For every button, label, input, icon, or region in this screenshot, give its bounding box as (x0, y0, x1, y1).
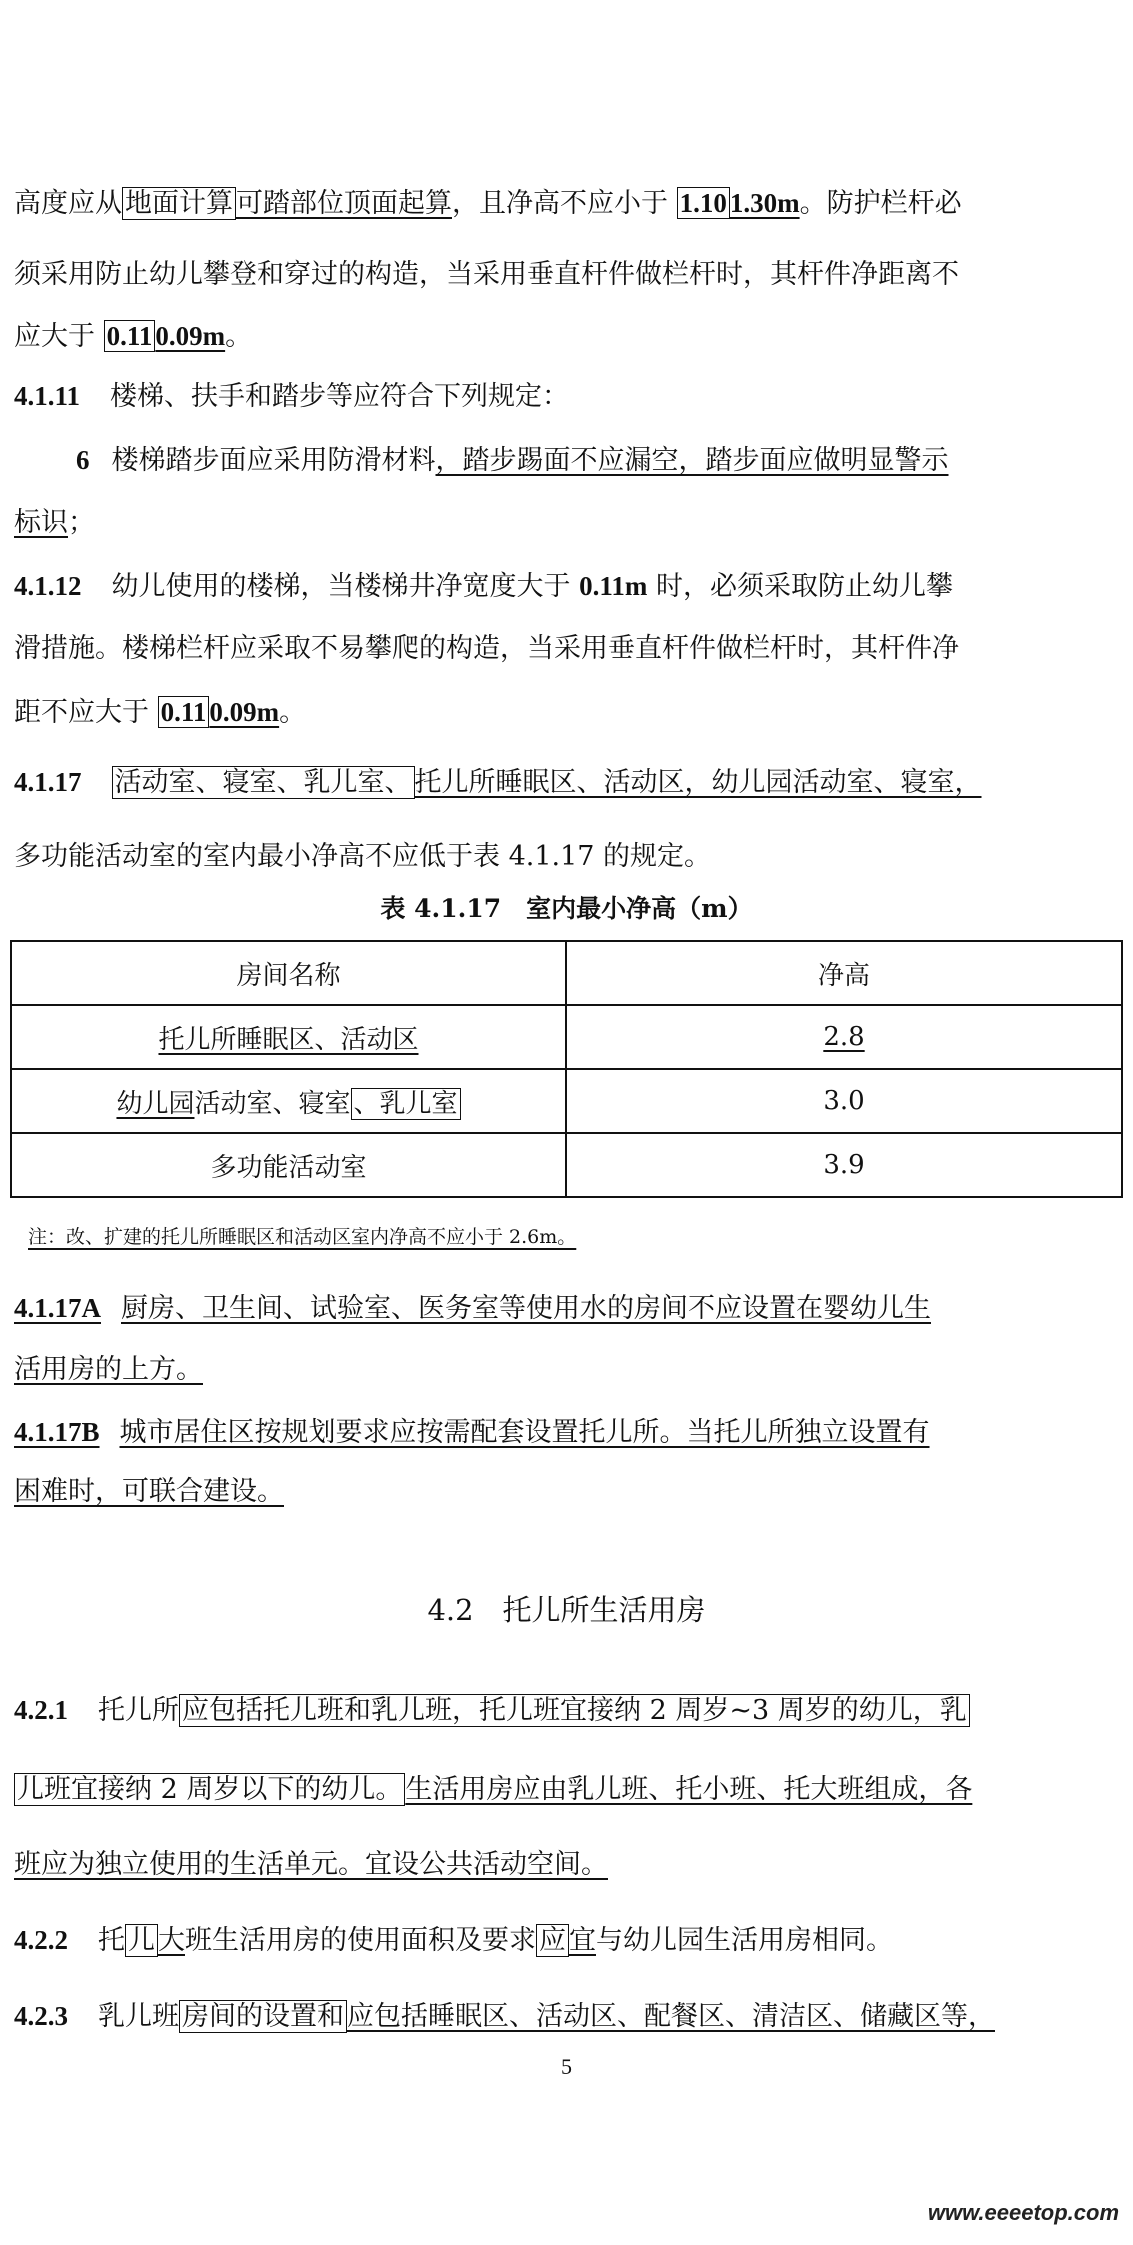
text-line (14, 1472, 284, 1512)
deleted-text: 应 (536, 1924, 569, 1957)
text-line: 须采用防止幼儿攀登和穿过的构造，当采用垂直杆件做栏杆时，其杆件净距离不 (14, 259, 959, 290)
clause-4-1-17b (14, 1412, 930, 1453)
text-line: 应大于 0.11 0.09m。 (14, 321, 253, 352)
text-line: 多功能活动室的室内最小净高不应低于表 4.1.17 的规定。 (14, 841, 712, 872)
inserted-text: 应包括睡眠区、活动区、配餐区、清洁区、储藏区等， (347, 2001, 995, 2032)
text-line: 滑措施。楼梯栏杆应采取不易攀爬的构造，当采用垂直杆件做栏杆时，其杆件净 (14, 633, 959, 664)
clause-number: 4.2.3 (14, 2001, 68, 2031)
item-number: 6 (76, 445, 90, 475)
text-line (14, 1845, 608, 1885)
clause-number: 4.1.17A (14, 1293, 101, 1323)
table-row (11, 1069, 1122, 1133)
inserted-text: 可踏部位顶面起算 (236, 188, 452, 219)
inserted-text: 标识 (14, 507, 68, 538)
inserted-text: 宜 (569, 1925, 596, 1956)
clause-number: 4.2.2 (14, 1925, 68, 1955)
page-number: 5 (561, 2054, 572, 2079)
inserted-text: 大 (158, 1925, 185, 1956)
inserted-text: 托儿所睡眠区、活动区 (158, 1024, 419, 1055)
inserted-text: 托儿所睡眠区、活动区，幼儿园活动室、寝室， (414, 767, 982, 798)
clause-4-2-3: 4.2.3 乳儿班 房间的设置和 应包括睡眠区、活动区、配餐区、清洁区、储藏区等， (14, 2001, 995, 2032)
clause-number: 4.2.1 (14, 1695, 68, 1725)
deleted-text: 0.11 (104, 320, 156, 352)
deleted-text: 地面计算 (122, 187, 236, 220)
table-header: 房间名称 (11, 941, 566, 1005)
clause-4-1-17 (14, 762, 982, 803)
table-row (11, 1133, 1122, 1197)
inserted-text: 1.30m (729, 188, 800, 218)
clause-4-1-12: 4.1.12 幼儿使用的楼梯，当楼梯井净宽度大于 0.11m 时，必须采取防止幼儿攀 (14, 571, 953, 602)
deleted-text: 0.11 (158, 696, 210, 728)
inserted-text: 班应为独立使用的生活单元。宜设公共活动空间。 (14, 1849, 608, 1880)
inserted-text: 城市居住区按规划要求应按需配套设置托儿所。当托儿所独立设置有 (119, 1417, 930, 1448)
watermark: www.eeeetop.com (927, 2200, 1119, 2225)
deleted-text: 1.10 (677, 187, 730, 219)
table-note: 注：改、扩建的托儿所睡眠区和活动区室内净高不应小于 2.6m。 (28, 1226, 577, 1248)
table-cell (11, 1005, 566, 1069)
table-cell: 多功能活动室 (11, 1133, 566, 1197)
table-cell: 幼儿园活动室、寝室 、乳儿室 (11, 1069, 566, 1133)
inserted-text: ，踏步踢面不应漏空，踏步面应做明显警示 (435, 445, 949, 476)
clause-4-1-17a (14, 1288, 931, 1329)
table-cell: 3.0 (566, 1069, 1122, 1133)
inserted-text: 厨房、卫生间、试验室、医务室等使用水的房间不应设置在婴幼儿生 (121, 1293, 931, 1324)
item-6: 6 楼梯踏步面应采用防滑材料，踏步踢面不应漏空，踏步面应做明显警示 (76, 445, 949, 476)
clause-number: 4.1.11 (14, 381, 81, 411)
text-line: 标识； (14, 507, 95, 538)
text-line (14, 1350, 203, 1390)
inserted-text: 活用房的上方。 (14, 1354, 203, 1385)
clause-4-2-2: 4.2.2 托 儿 大班生活用房的使用面积及要求 应 宜与幼儿园生活用房相同。 (14, 1925, 893, 1956)
clause-number: 4.1.12 (14, 571, 82, 601)
inserted-text: 2.8 (823, 1022, 865, 1052)
text-line: 距不应大于 0.11 0.09m。 (14, 697, 307, 728)
deleted-text: 儿班宜接纳 2 周岁以下的幼儿。 (14, 1773, 405, 1806)
min-height-table (10, 940, 1123, 1198)
text-line: 高度应从 地面计算 可踏部位顶面起算，且净高不应小于 1.10 1.30m。防护栏杆必 (14, 188, 962, 219)
inserted-text: 生活用房应由乳儿班、托小班、托大班组成，各 (405, 1774, 973, 1805)
inserted-text: 幼儿园 (116, 1088, 195, 1119)
table-cell (566, 1005, 1122, 1069)
clause-4-2-1: 4.2.1 托儿所 应包括托儿班和乳儿班，托儿班宜接纳 2 周岁~3 周岁的幼儿，乳 (14, 1690, 970, 1731)
table-header-row (11, 941, 1122, 1005)
clause-4-1-11: 4.1.11 楼梯、扶手和踏步等应符合下列规定： (14, 381, 570, 412)
inserted-text: 困难时，可联合建设。 (14, 1476, 284, 1507)
inserted-text: 0.09m (209, 697, 280, 727)
deleted-text: 房间的设置和 (179, 2000, 347, 2033)
text-line (14, 1770, 972, 1810)
table-row (11, 1005, 1122, 1069)
table-header: 净高 (566, 941, 1122, 1005)
deleted-text: 儿 (125, 1924, 158, 1957)
clause-number: 4.1.17B (14, 1417, 100, 1447)
section-heading: 4.2 托儿所生活用房 (427, 1593, 706, 1627)
clause-number: 4.1.17 (14, 767, 82, 797)
inserted-text: 0.09m (155, 321, 226, 351)
table-caption: 表 4.1.17 室内最小净高（m） (380, 894, 753, 923)
deleted-text: 、乳儿室 (351, 1088, 461, 1120)
deleted-text: 应包括托儿班和乳儿班，托儿班宜接纳 2 周岁~3 周岁的幼儿，乳 (179, 1694, 970, 1727)
table-cell: 3.9 (566, 1133, 1122, 1197)
deleted-text: 活动室、寝室、乳儿室、 (112, 766, 415, 799)
